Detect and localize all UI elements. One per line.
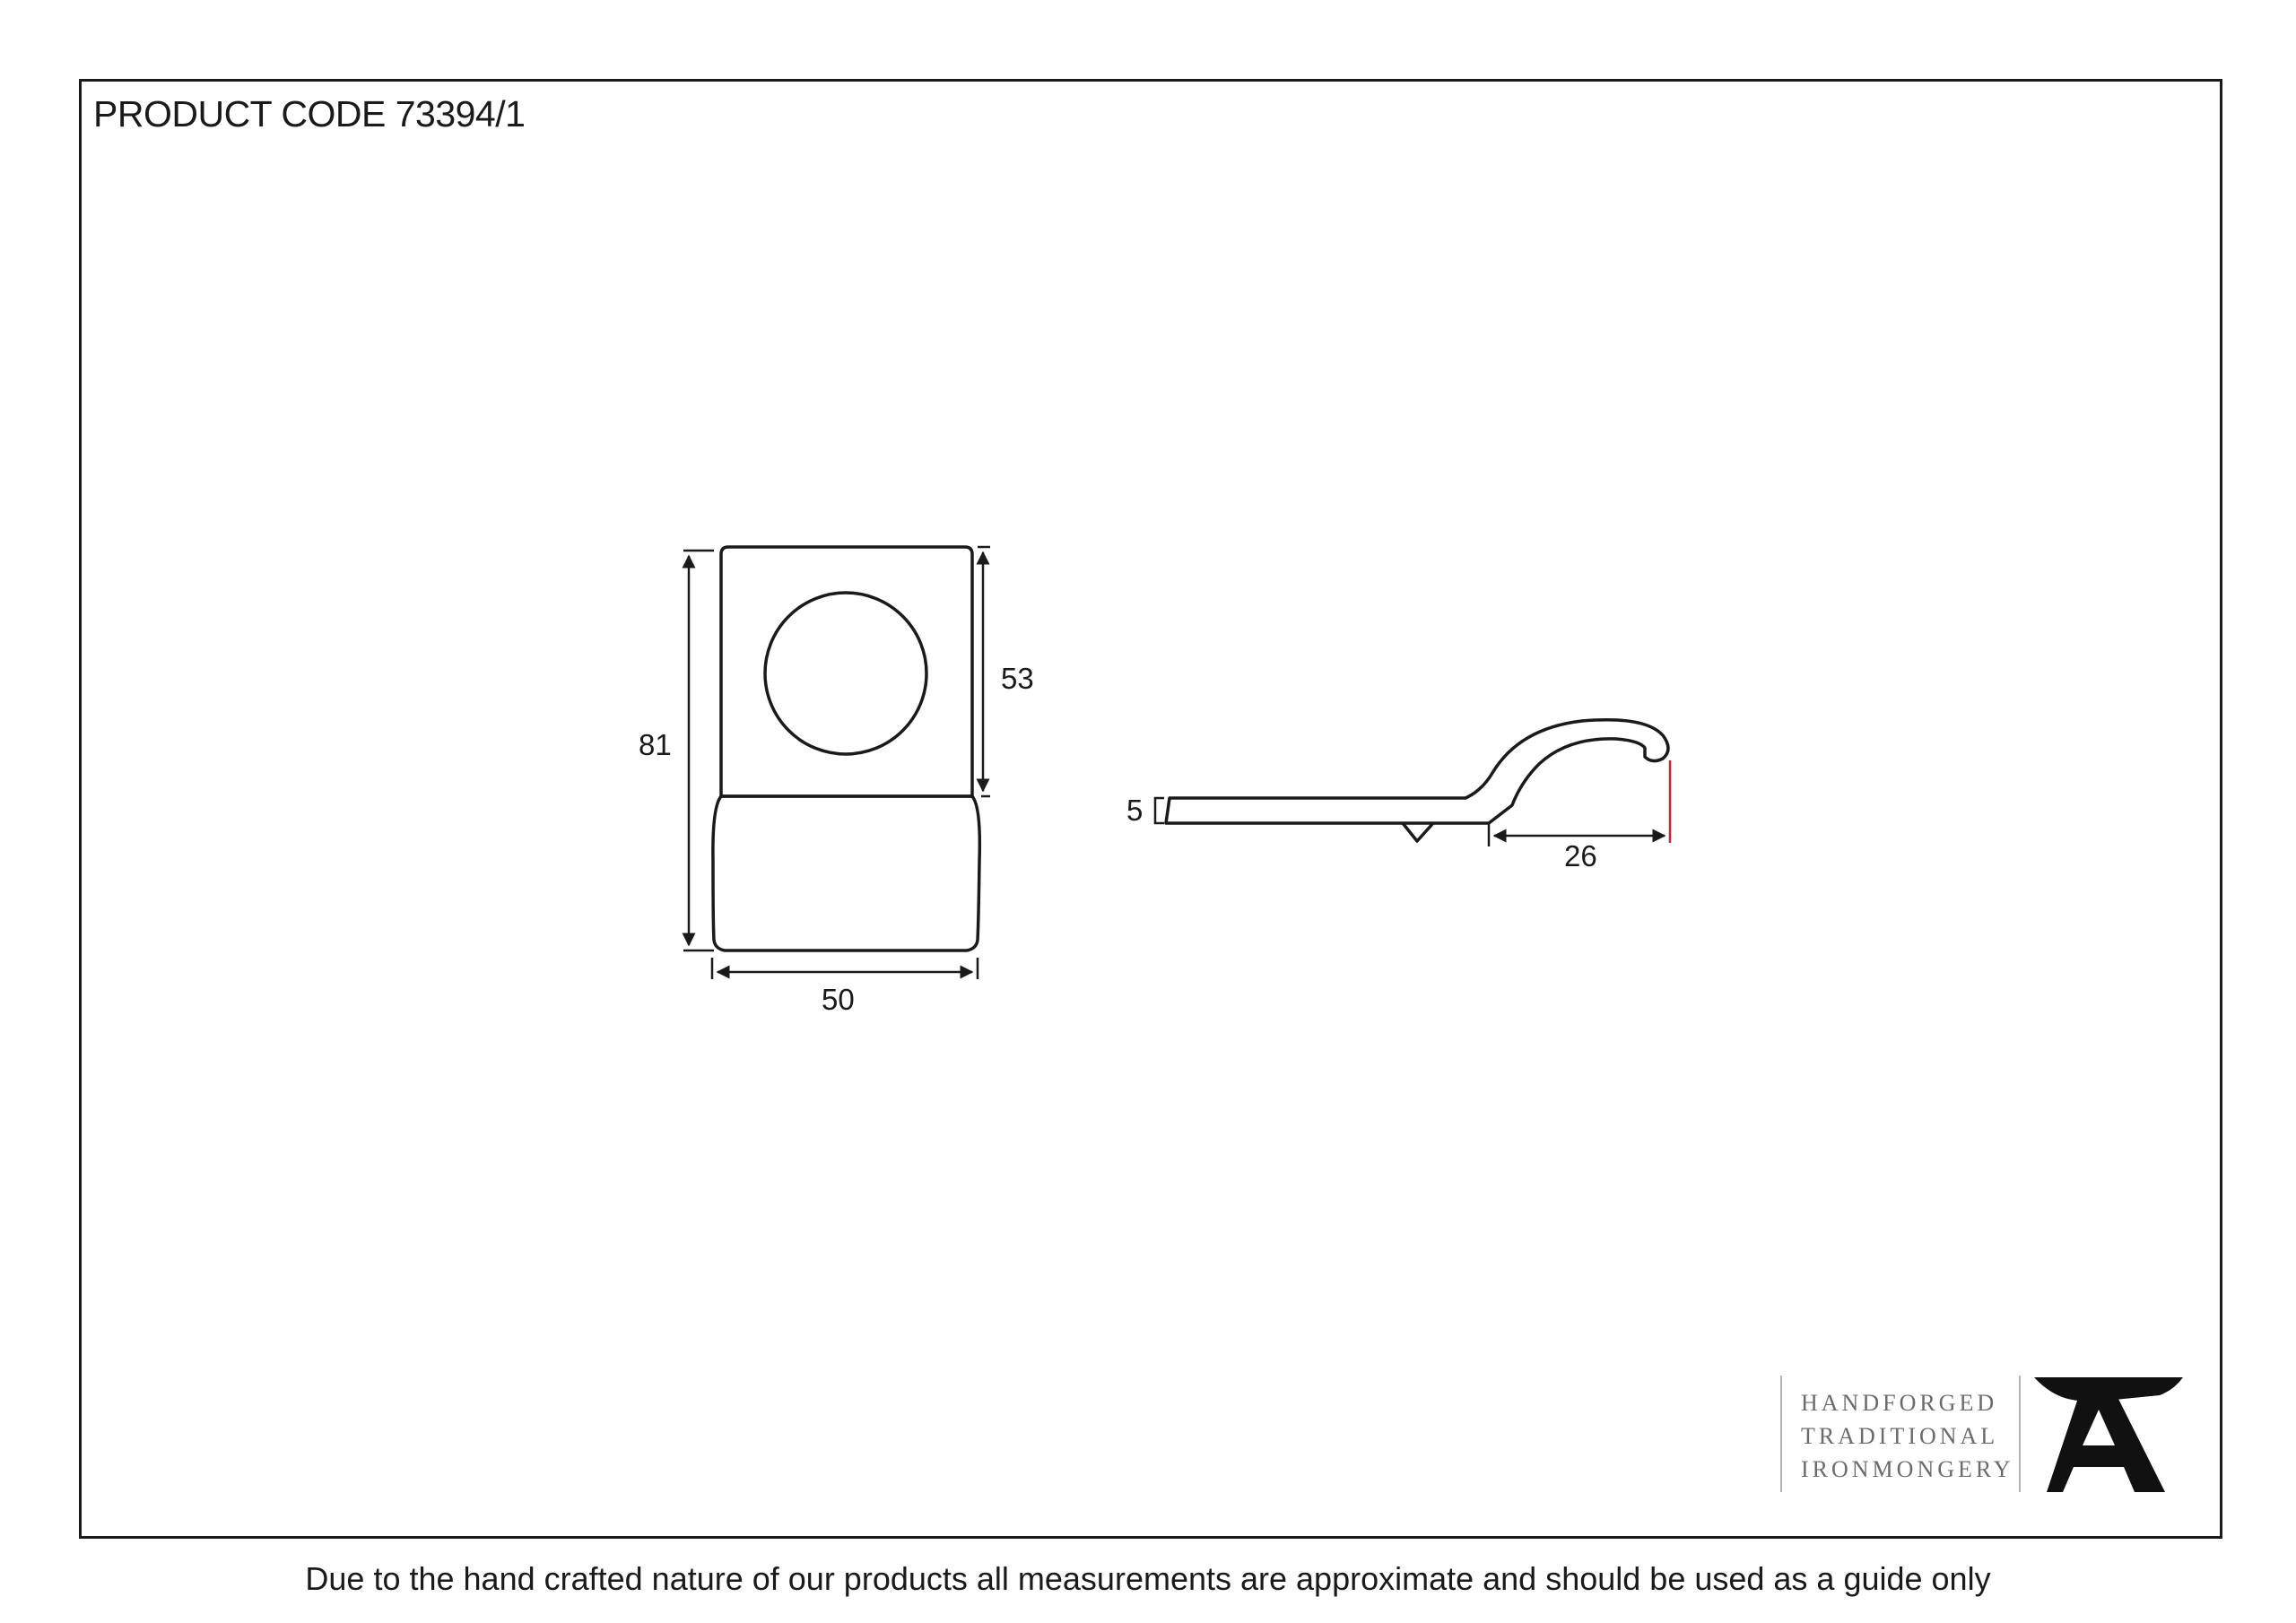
logo-line-3: IRONMONGERY [1801, 1456, 2014, 1482]
front-plate-upper [721, 547, 972, 796]
dimension-5-label: 5 [1126, 794, 1144, 827]
side-spike [1403, 823, 1433, 841]
side-view [1166, 720, 1668, 841]
logo-line-1: HANDFORGED [1801, 1390, 1998, 1416]
dimension-53-label: 53 [1001, 662, 1034, 695]
logo-wordmark [1801, 1386, 2014, 1486]
dimension-26-label: 26 [1564, 839, 1597, 872]
dimension-50-label: 50 [822, 983, 855, 1016]
front-plate-lower [713, 796, 979, 950]
dimension-81-label: 81 [639, 728, 672, 761]
side-profile [1166, 720, 1668, 823]
anvil-a-icon [2034, 1377, 2183, 1492]
logo-line-2: TRADITIONAL [1801, 1423, 1999, 1449]
dimension-81 [683, 551, 714, 950]
cylinder-hole [765, 593, 926, 754]
dimension-53 [978, 547, 990, 796]
product-code: PRODUCT CODE 73394/1 [93, 93, 526, 135]
dimension-26 [1489, 760, 1670, 846]
front-view [713, 547, 979, 950]
disclaimer: Due to the hand crafted nature of our products all measurements are approximate and should be used as a guide only [305, 1560, 1991, 1597]
dimension-5 [1155, 798, 1164, 823]
dimension-50 [712, 958, 978, 979]
